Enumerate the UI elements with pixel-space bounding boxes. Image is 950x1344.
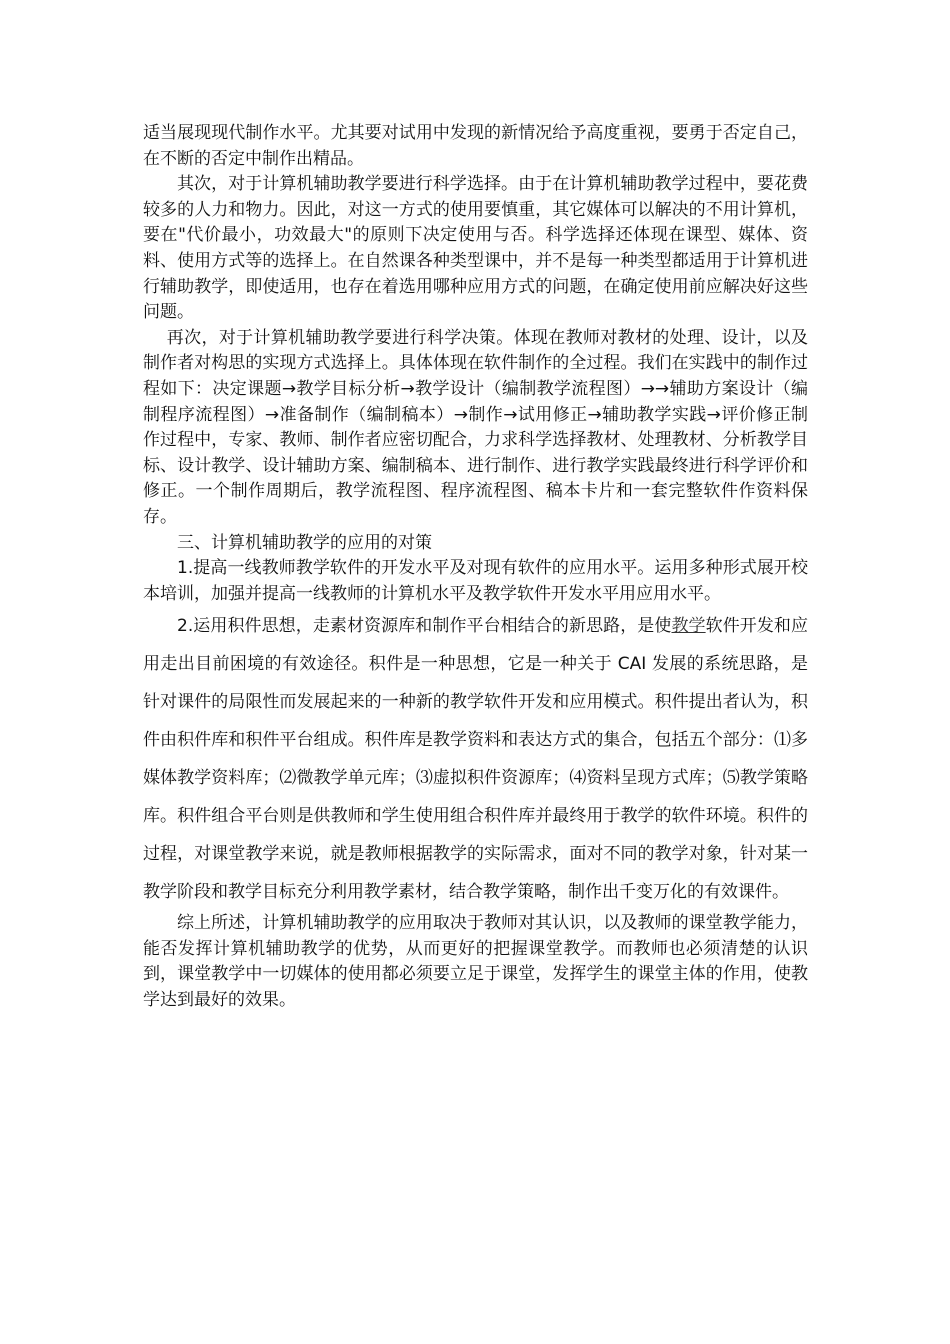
paragraph-scientific-selection: 其次，对于计算机辅助教学要进行科学选择。由于在计算机辅助教学过程中，要花费较多的人力和物力。因此，对这一方式的使用要慎重，其它媒体可以解决的不用计算机，要在"代价最小，功效最大"的原则下决定使用与否。科学选择还体现在课型、媒体、资料、使用方式等的选择上。在自然课各种类型课中，并不是每一种类型都适用于计算机进行辅助教学，即使适用，也存在着选用哪种应用方式的问题，在确定使用前应解决好这些问题。 — [143, 174, 808, 323]
teaching-link[interactable]: 教学 — [671, 616, 706, 637]
paragraph-continuation: 适当展现现代制作水平。尤其要对试用中发现的新情况给予高度重视，要勇于否定自己，在不断的否定中制作出精品。 — [143, 123, 808, 169]
section-heading: 三、计算机辅助教学的应用的对策 — [177, 532, 432, 553]
document-body — [143, 121, 808, 1014]
paragraph-strategy-1: 1.提高一线教师教学软件的开发水平及对现有软件的应用水平。运用多种形式展开校本培训，加强并提高一线教师的计算机水平及教学软件开发水平用应用水平。 — [143, 558, 808, 604]
paragraph-conclusion: 综上所述，计算机辅助教学的应用取决于教师对其认识，以及教师的课堂教学能力，能否发挥计算机辅助教学的优势，从而更好的把握课堂教学。而教师也必须清楚的认识到，课堂教学中一切媒体的使用都必须要立足于课堂，发挥学生的课堂主体的作用，使教学达到最好的效果。 — [143, 913, 808, 1011]
strategy-2-text-rest: 软件开发和应用走出目前困境的有效途径。积件是一种思想，它是一种关于 CAI 发展的系统思路，是针对课件的局限性而发展起来的一种新的教学软件开发和应用模式。积件提出者认为，积件由积件库和积件平台组成。积件库是教学资料和表达方式的集合，包括五个部分：⑴多媒体教学资料库；⑵微教学单元库；⑶虚拟积件资源库；⑷资料呈现方式库；⑸教学策略库。积件组合平台则是供教师和学生使用组合积件库并最终用于教学的软件环境。积件的过程，对课堂教学来说，就是教师根据教学的实际需求，面对不同的教学对象，针对某一教学阶段和教学目标充分利用教学素材，结合教学策略，制作出千变万化的有效课件。 — [143, 616, 809, 903]
paragraph-scientific-decision: 再次，对于计算机辅助教学要进行科学决策。体现在教师对教材的处理、设计，以及制作者对构思的实现方式选择上。具体体现在软件制作的全过程。我们在实践中的制作过程如下：决定课题→教学目标分析→教学设计（编制教学流程图）→→辅助方案设计（编制程序流程图）→准备制作（编制稿本）→制作→试用修正→辅助教学实践→评价修正制作过程中，专家、教师、制作者应密切配合，力求科学选择教材、处理教材、分析教学目标、设计教学、设计辅助方案、编制稿本、进行制作、进行教学实践最终进行科学评价和修正。一个制作周期后，教学流程图、程序流程图、稿本卡片和一套完整软件作资料保存。 — [143, 327, 808, 527]
strategy-2-text-start: 2.运用积件思想，走素材资源库和制作平台相结合的新思路，是使 — [177, 616, 672, 637]
paragraph-strategy-2 — [143, 607, 808, 911]
